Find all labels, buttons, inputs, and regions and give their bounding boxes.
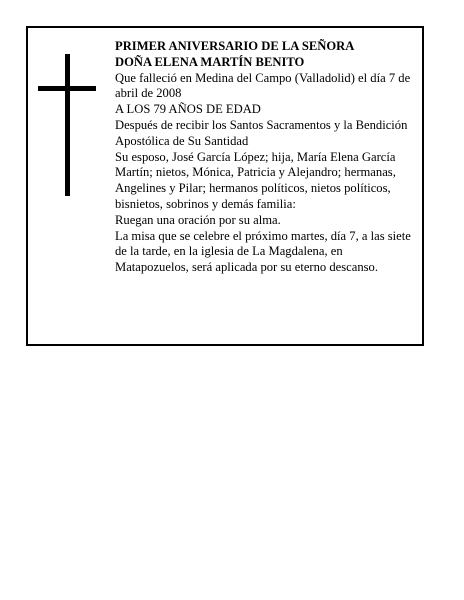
notice-text xyxy=(115,39,419,276)
notice-title-line-1: PRIMER ANIVERSARIO DE LA SEÑORA xyxy=(115,39,355,53)
cross-vertical-bar xyxy=(65,54,70,196)
mass-info: La misa que se celebre el próximo martes, día 7, a las siete de la tarde, en la iglesia de La Magdalena, en Matapozuelos, será aplicada por su eterno descanso. xyxy=(115,228,411,275)
family-list: Su esposo, José García López; hija, María Elena García Martín; nietos, Mónica, Patricia y Alejandro; hermanas, Angelines y Pilar; hermanos políticos, nietos políticos, bisnietos, sobrinos y demás familia: xyxy=(115,149,396,211)
deceased-name: DOÑA ELENA MARTÍN BENITO xyxy=(115,54,305,69)
death-info: Que falleció en Medina del Campo (Valladolid) el día 7 de abril de 2008 xyxy=(115,70,411,101)
latin-cross-icon xyxy=(38,54,96,196)
cross-horizontal-bar xyxy=(38,86,96,91)
prayer-request: Ruegan una oración por su alma. xyxy=(115,212,281,227)
obituary-notice xyxy=(26,26,424,346)
sacraments-line: Después de recibir los Santos Sacramentos y la Bendición Apostólica de Su Santidad xyxy=(115,117,408,148)
age-line: A LOS 79 AÑOS DE EDAD xyxy=(115,102,261,117)
